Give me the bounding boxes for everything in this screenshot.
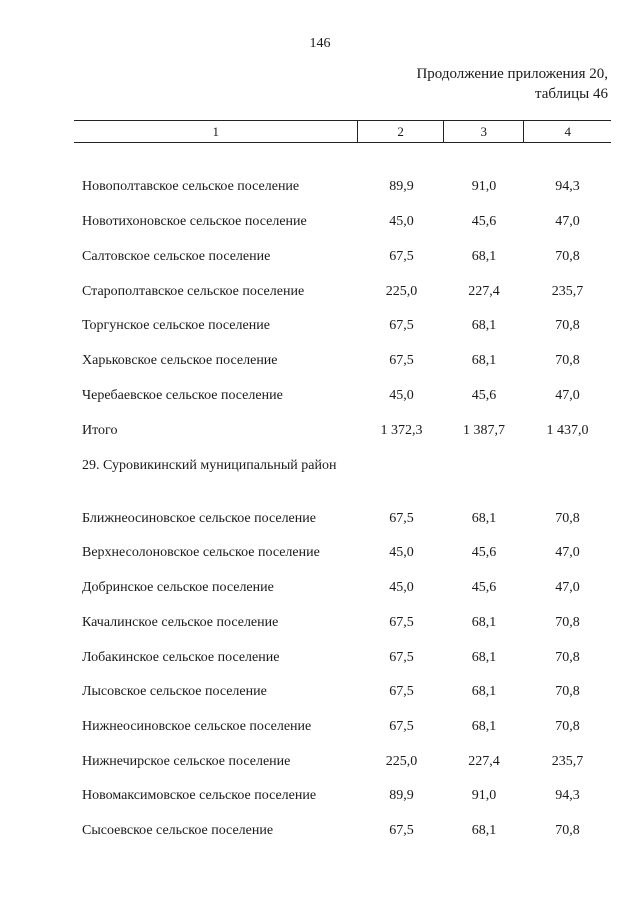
row-value-col4: 1 437,0 [546,423,589,438]
row-value-col3: 68,1 [471,353,497,368]
row-value-col3 [444,456,524,475]
row-name: Старополтавское сельское поселение [82,284,305,299]
row-value-col4: 70,8 [555,249,580,264]
row-value-col2: 67,5 [389,684,414,699]
row-name: Новомаксимовское сельское поселение [82,788,317,803]
row-value-col4: 47,0 [555,545,580,560]
row-value-col4: 70,8 [555,650,580,665]
table-row [74,282,611,301]
row-value-col3: 68,1 [471,719,497,734]
row-name: Качалинское сельское поселение [82,615,279,630]
row-value-col2: 67,5 [389,650,414,665]
section-heading-row [74,456,611,475]
row-name: Харьковское сельское поселение [82,353,278,368]
row-value-col2: 225,0 [385,754,418,769]
row-value-col4: 70,8 [555,823,580,838]
row-value-col3: 45,6 [471,545,497,560]
table-row [74,682,611,701]
table-row [74,247,611,266]
row-value-col4 [524,456,611,475]
row-value-col4: 70,8 [555,318,580,333]
row-value-col2: 67,5 [389,615,414,630]
caption-line-2: таблицы 46 [534,86,608,102]
row-value-col4: 47,0 [555,580,580,595]
row-value-col3: 227,4 [468,284,500,299]
row-value-col2: 67,5 [389,823,414,838]
page-number: 146 [309,36,331,51]
column-header-3: 3 [443,121,524,142]
column-header-1: 1 [212,124,219,139]
row-value-col4: 70,8 [555,719,580,734]
table-row [74,613,611,632]
table-row [74,543,611,562]
row-value-col4: 70,8 [555,684,580,699]
column-header-2: 2 [357,121,443,142]
row-name: Новополтавское сельское поселение [82,179,300,194]
row-name: Салтовское сельское поселение [82,249,271,264]
row-value-col4: 47,0 [555,214,580,229]
row-name: Верхнесолоновское сельское поселение [82,545,320,560]
table-row [74,578,611,597]
table-row [74,177,611,196]
table-caption [416,64,608,104]
row-value-col3: 91,0 [471,179,497,194]
row-name: Торгунское сельское поселение [82,318,270,333]
row-value-col4: 94,3 [555,179,580,194]
row-name: Итого [82,423,118,438]
row-name: Лысовское сельское поселение [82,684,267,699]
row-value-col3: 45,6 [471,388,497,403]
table-row [74,351,611,370]
row-value-col2: 45,0 [389,388,414,403]
row-value-col3: 68,1 [471,318,497,333]
row-name: Нижнеосиновское сельское поселение [82,719,312,734]
row-value-col3: 227,4 [468,754,500,769]
row-value-col3: 68,1 [471,249,497,264]
row-name: Добринское сельское поселение [82,580,274,595]
row-name: Новотихоновское сельское поселение [82,214,307,229]
row-name: Сысоевское сельское поселение [82,823,274,838]
row-value-col2: 67,5 [389,511,414,526]
row-name: Лобакинское сельское поселение [82,650,280,665]
row-value-col4: 47,0 [555,388,580,403]
row-value-col2: 67,5 [389,318,414,333]
data-table [74,120,611,838]
row-value-col3: 68,1 [471,684,497,699]
table-row [74,648,611,667]
column-header-4: 4 [523,121,611,142]
row-name: Ближнеосиновское сельское поселение [82,511,316,526]
row-value-col3: 1 387,7 [463,423,505,438]
table-row [74,509,611,528]
row-value-col4: 235,7 [551,284,584,299]
table-row [74,717,611,736]
row-value-col2: 45,0 [389,580,414,595]
row-value-col2 [359,456,444,475]
row-value-col3: 68,1 [471,823,497,838]
table-row [74,212,611,231]
row-value-col3: 68,1 [471,615,497,630]
row-value-col2: 67,5 [389,719,414,734]
row-value-col3: 68,1 [471,650,497,665]
row-value-col3: 91,0 [471,788,497,803]
row-name: Нижнечирское сельское поселение [82,754,291,769]
row-value-col2: 45,0 [389,214,414,229]
row-value-col4: 70,8 [555,615,580,630]
row-value-col4: 70,8 [555,353,580,368]
row-value-col4: 94,3 [555,788,580,803]
section-heading: 29. Суровикинский муниципальный район [82,458,337,473]
row-value-col2: 45,0 [389,545,414,560]
row-value-col3: 45,6 [471,214,497,229]
row-value-col3: 68,1 [471,511,497,526]
table-header-row [74,120,611,143]
table-row [74,821,611,840]
table-row [74,786,611,805]
row-value-col2: 1 372,3 [380,423,423,438]
row-value-col2: 67,5 [389,353,414,368]
row-value-col2: 225,0 [385,284,418,299]
row-value-col2: 67,5 [389,249,414,264]
row-value-col2: 89,9 [389,788,414,803]
row-value-col2: 89,9 [389,179,414,194]
table-row [74,386,611,405]
row-name: Черебаевское сельское поселение [82,388,283,403]
table-row [74,316,611,335]
table-row [74,752,611,771]
row-value-col3: 45,6 [471,580,497,595]
row-value-col4: 235,7 [551,754,584,769]
total-row [74,421,611,440]
row-value-col4: 70,8 [555,511,580,526]
caption-line-1: Продолжение приложения 20, [416,66,608,82]
